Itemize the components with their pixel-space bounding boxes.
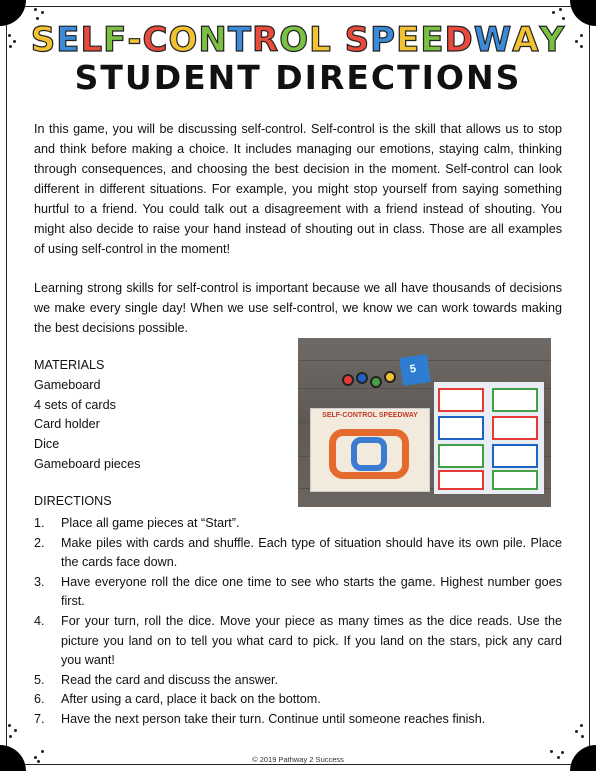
directions-list [34, 514, 562, 730]
page-title [0, 20, 596, 60]
dot-decoration [575, 724, 589, 738]
game-piece [370, 376, 382, 388]
title-letter: S [30, 20, 57, 60]
list-item: Gameboard [34, 377, 101, 392]
page-subtitle: STUDENT DIRECTIONS [74, 58, 522, 97]
materials-list [34, 356, 140, 475]
game-piece [384, 371, 396, 383]
title-letter: N [198, 20, 228, 60]
title-letter: R [252, 20, 280, 60]
title-letter: T [227, 20, 253, 60]
step-number: 5. [34, 672, 45, 687]
step-number: 1. [34, 516, 45, 530]
title-letter: P [370, 20, 397, 60]
materials-heading: MATERIALS [34, 358, 105, 372]
title-letter: C [142, 20, 169, 60]
title-letter: L [309, 20, 332, 60]
step-number: 7. [34, 711, 45, 726]
list-item [34, 612, 562, 671]
step-number: 6. [34, 692, 45, 707]
list-item: 4 sets of cards [34, 397, 116, 412]
title-letter: - [127, 20, 143, 60]
title-letter [332, 20, 345, 60]
list-item [34, 710, 562, 730]
title-letter: D [444, 20, 474, 60]
title-letter: E [56, 20, 81, 60]
gameboard-image [310, 408, 430, 492]
title-letter: O [279, 20, 310, 60]
step-number: 2. [34, 535, 45, 550]
list-item [34, 514, 562, 534]
title-letter: Y [539, 20, 566, 60]
step-text: Have everyone roll the dice one time to see who starts the game. Highest number goes first. [61, 574, 562, 609]
list-item: Dice [34, 437, 60, 452]
intro-paragraph: Learning strong skills for self-control is important because we all have thousands of decisions we make every single day! When we use self-control, we know we can work towards making the best decisions possible. [34, 281, 562, 335]
step-text: After using a card, place it back on the bottom. [61, 692, 321, 707]
intro-paragraph: In this game, you will be discussing self-control. Self-control is the skill that allows us to stop and think before making a choice. It includes managing our emotions, staying calm, thinking through consequences, and choosing the best decision in the moment. Self-control can look different in different situations. For example, you might stop yourself from saying something hurtful to a friend. You could talk out a disagreement with a friend instead of shouting. You might also decide to raise your hand instead of shouting out in class. Those are all examples of using self-control in the moment! [34, 122, 562, 256]
card-holder-image [434, 382, 544, 494]
step-text: Make piles with cards and shuffle. Each type of situation should have its own pile. Place the cards face down. [61, 535, 562, 570]
gameboard-title: SELF-CONTROL SPEEDWAY [322, 412, 418, 419]
step-text: Place all game pieces at “Start”. [61, 516, 240, 530]
step-text: For your turn, roll the dice. Move your piece as many times as the dice reads. Use the picture you land on to tell you what card to pick. If you land on the stars, pick any card you want! [61, 613, 562, 668]
step-number: 4. [34, 613, 45, 628]
title-letter: A [512, 20, 540, 60]
list-item [34, 690, 562, 710]
title-letter: O [168, 20, 199, 60]
title-letter: W [473, 20, 513, 60]
list-item [34, 573, 562, 612]
step-text: Have the next person take their turn. Continue until someone reaches finish. [61, 711, 486, 726]
dice-image: 5 [399, 354, 431, 386]
step-number: 3. [34, 574, 45, 589]
step-text: Read the card and discuss the answer. [61, 672, 279, 687]
list-item: Card holder [34, 417, 100, 432]
game-piece [342, 374, 354, 386]
copyright-footer: © 2019 Pathway 2 Success [252, 755, 344, 764]
title-letter: F [103, 20, 128, 60]
list-item [34, 534, 562, 573]
list-item [34, 671, 562, 691]
game-piece [356, 372, 368, 384]
title-letter: E [396, 20, 421, 60]
dot-decoration [8, 724, 22, 738]
title-letter: S [344, 20, 371, 60]
game-photo [298, 338, 551, 507]
directions-heading: DIRECTIONS [34, 494, 112, 508]
title-letter: L [80, 20, 104, 60]
list-item: Gameboard pieces [34, 456, 141, 471]
title-letter: E [420, 20, 445, 60]
